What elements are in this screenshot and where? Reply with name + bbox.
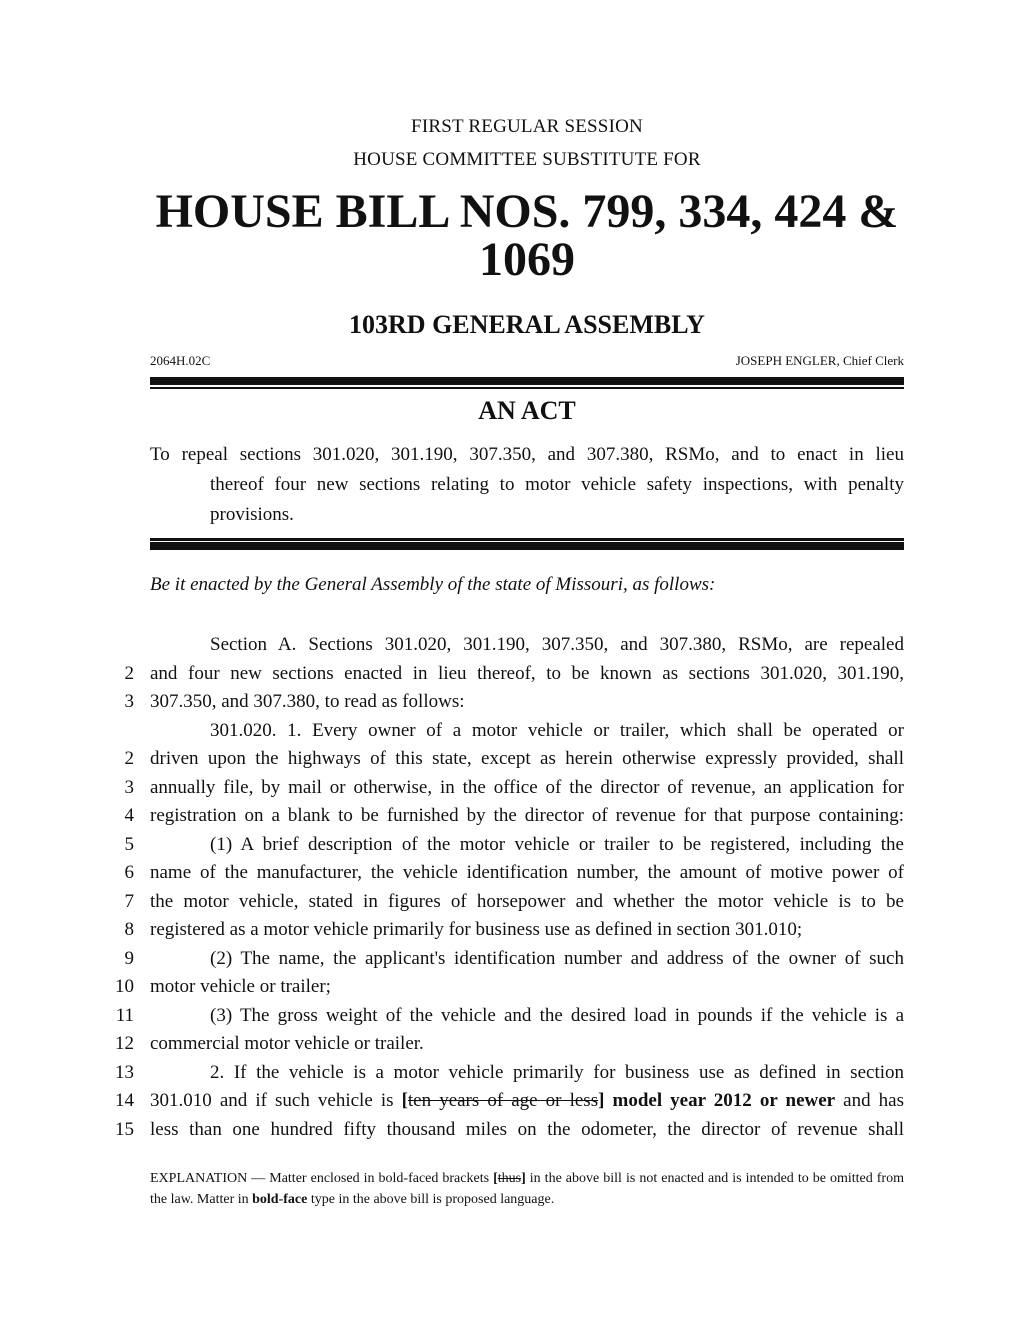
line-number: 3 — [124, 691, 134, 712]
bill-line — [100, 660, 904, 689]
close-bracket: ] — [598, 1090, 605, 1111]
act-title-line: To repeal sections 301.020, 301.190, 307.350, and 307.380, RSMo, and to enact in lieu — [150, 444, 904, 465]
chief-clerk: JOSEPH ENGLER, Chief Clerk — [735, 353, 904, 368]
bill-line — [100, 973, 904, 1002]
line-text: 2. If the vehicle is a motor vehicle primarily for business use as defined in section — [210, 1061, 904, 1083]
bill-line — [100, 831, 904, 860]
assembly-label: 103RD GENERAL ASSEMBLY — [349, 310, 705, 339]
bill-line — [100, 802, 904, 831]
bill-line — [100, 1116, 904, 1145]
enacting-clause: Be it enacted by the General Assembly of the state of Missouri, as follows: — [150, 574, 716, 595]
explanation-note — [150, 1168, 904, 1210]
bill-line — [100, 1030, 904, 1059]
header-rule-thick — [150, 377, 904, 385]
act-title-line: thereof four new sections relating to motor vehicle safety inspections, with penalty — [210, 474, 904, 495]
bill-line — [100, 888, 904, 917]
line-number: 13 — [115, 1061, 134, 1083]
explanation-close-bracket: ] — [521, 1171, 526, 1186]
line-text: motor vehicle or trailer; — [150, 976, 331, 997]
bill-line — [100, 1087, 904, 1116]
bill-line — [100, 774, 904, 803]
line-number: 2 — [124, 662, 134, 684]
bill-line — [100, 631, 904, 660]
line-number: 5 — [124, 833, 134, 855]
session-label: FIRST REGULAR SESSION — [411, 116, 643, 137]
explanation-lead: EXPLANATION — Matter enclosed in bold-faced brackets — [150, 1171, 494, 1186]
line-text: commercial motor vehicle or trailer. — [150, 1033, 424, 1054]
bill-line — [100, 859, 904, 888]
bill-title: HOUSE BILL NOS. 799, 334, 424 & 1069 — [155, 185, 899, 286]
bill-line — [100, 1002, 904, 1031]
bill-line — [100, 688, 904, 717]
bill-line — [100, 717, 904, 746]
line-text-pre: 301.010 and if such vehicle is — [150, 1090, 402, 1111]
open-bracket: [ — [401, 1090, 408, 1111]
line-text-post: and has — [835, 1090, 904, 1111]
line-number: 15 — [115, 1118, 134, 1140]
substitute-label: HOUSE COMMITTEE SUBSTITUTE FOR — [353, 149, 701, 170]
title-rule-thin — [150, 538, 904, 541]
line-text: driven upon the highways of this state, except as herein otherwise expressly provided, shall — [150, 748, 904, 769]
line-text: and four new sections enacted in lieu thereof, to be known as sections 301.020, 301.190, — [150, 662, 904, 684]
line-number: 2 — [124, 748, 134, 769]
line-text: 301.020. 1. Every owner of a motor vehicle or trailer, which shall be operated or — [210, 719, 904, 741]
bill-line — [100, 745, 904, 774]
line-text: (2) The name, the applicant's identification number and address of the owner of such — [210, 947, 904, 969]
line-number: 9 — [124, 947, 134, 969]
line-text: annually file, by mail or otherwise, in the office of the director of revenue, an application for — [150, 776, 904, 798]
an-act-heading: AN ACT — [478, 396, 576, 425]
line-text: registered as a motor vehicle primarily for business use as defined in section 301.010; — [150, 919, 803, 940]
line-number: 8 — [124, 919, 134, 940]
explanation-tail: type in the above bill is proposed language. — [307, 1192, 555, 1207]
line-number: 12 — [115, 1033, 134, 1054]
line-text — [150, 1087, 904, 1116]
new-language: model year 2012 or newer — [604, 1090, 836, 1111]
line-number: 4 — [124, 805, 134, 826]
bill-line — [100, 945, 904, 974]
explanation-bold-example: bold-face — [252, 1192, 308, 1207]
explanation-mid: in the above bill is not enacted and is intended to be omitted from the law. Matter in — [150, 1171, 904, 1207]
line-text: registration on a blank to be furnished by the director of revenue for that purpose containing: — [150, 805, 904, 826]
line-number: 7 — [124, 890, 134, 912]
line-text: the motor vehicle, stated in figures of horsepower and whether the motor vehicle is to be — [150, 890, 904, 912]
line-text: (1) A brief description of the motor vehicle or trailer to be registered, including the — [210, 833, 904, 855]
act-title — [150, 440, 904, 530]
bill-line — [100, 916, 904, 945]
bill-line — [100, 1059, 904, 1088]
line-number: 6 — [124, 862, 134, 883]
line-text: (3) The gross weight of the vehicle and the desired load in pounds if the vehicle is a — [210, 1004, 904, 1026]
line-number: 14 — [115, 1090, 134, 1111]
title-rule-thick — [150, 542, 904, 550]
explanation-struck-example: thus — [497, 1171, 522, 1186]
act-title-line: provisions. — [210, 504, 294, 525]
explanation-open-bracket: [ — [493, 1171, 498, 1186]
bill-body — [100, 631, 904, 1144]
line-text: less than one hundred fifty thousand miles on the odometer, the director of revenue shall — [150, 1118, 904, 1140]
struck-text: ten years of age or less — [407, 1090, 599, 1111]
header-rule-thin — [150, 387, 904, 389]
line-text: 307.350, and 307.380, to read as follows: — [150, 691, 465, 712]
line-text: Section A. Sections 301.020, 301.190, 307.350, and 307.380, RSMo, are repealed — [210, 634, 904, 655]
lr-code: 2064H.02C — [150, 353, 211, 368]
line-number: 3 — [124, 776, 134, 798]
line-number: 11 — [115, 1004, 134, 1026]
line-number: 10 — [115, 976, 134, 997]
line-text: name of the manufacturer, the vehicle identification number, the amount of motive power of — [150, 862, 904, 883]
